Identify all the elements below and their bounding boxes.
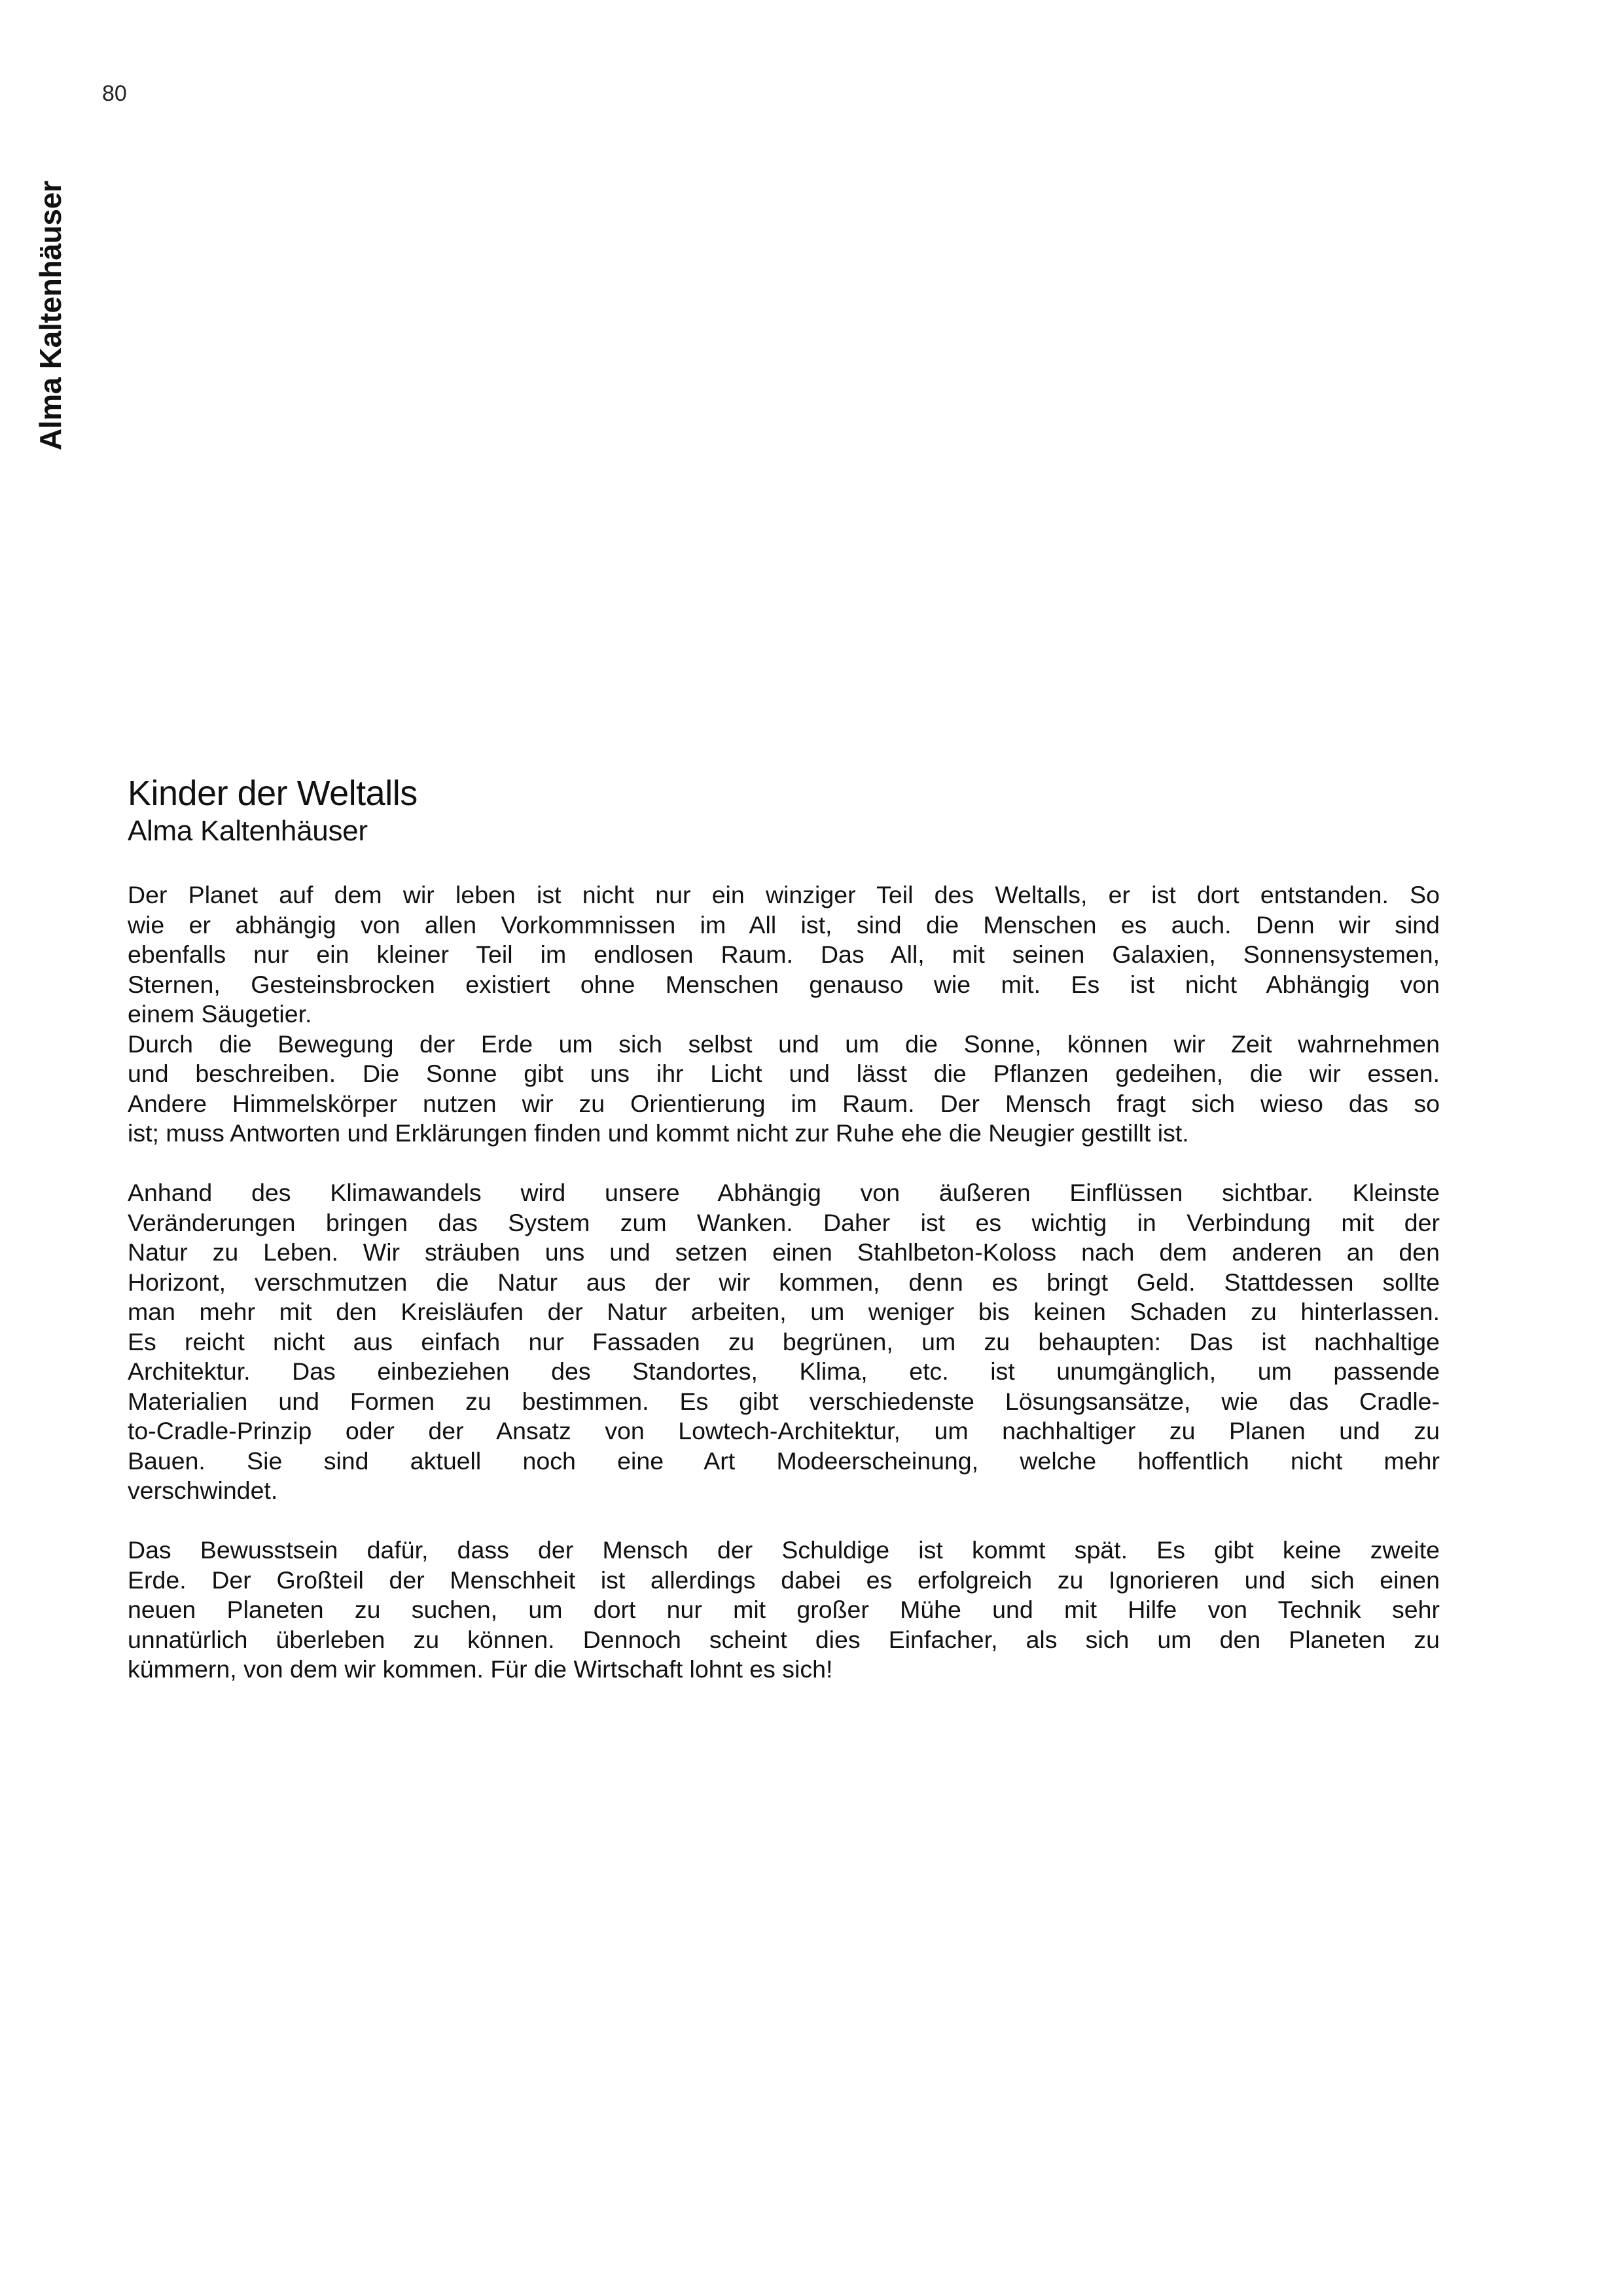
text-line: Veränderungen bringen das System zum Wanken. Daher ist es wichtig in Verbindung mit der: [128, 1208, 1440, 1236]
text-line: to-Cradle-Prinzip oder der Ansatz von Lowtech-Architektur, um nachhaltiger zu Planen und zu: [128, 1417, 1440, 1444]
text-line: und beschreiben. Die Sonne gibt uns ihr Licht und lässt die Pflanzen gedeihen, die wir essen.: [128, 1060, 1440, 1087]
text-line: Natur zu Leben. Wir sträuben uns und setzen einen Stahlbeton-Koloss nach dem anderen an den: [128, 1238, 1440, 1266]
text-line: ebenfalls nur ein kleiner Teil im endlosen Raum. Das All, mit seinen Galaxien, Sonnensystemen,: [128, 941, 1440, 968]
text-line: verschwindet.: [128, 1477, 278, 1504]
text-line: Durch die Bewegung der Erde um sich selbst und um die Sonne, können wir Zeit wahrnehmen: [128, 1030, 1440, 1058]
paragraph-1: [128, 880, 1440, 1149]
text-line: Andere Himmelskörper nutzen wir zu Orientierung im Raum. Der Mensch fragt sich wieso das so: [128, 1089, 1440, 1117]
paragraph-3: [128, 1535, 1440, 1685]
text-line: Architektur. Das einbeziehen des Standortes, Klima, etc. ist unumgänglich, um passende: [128, 1357, 1440, 1385]
text-line: kümmern, von dem wir kommen. Für die Wirtschaft lohnt es sich!: [128, 1655, 833, 1683]
text-line: Sternen, Gesteinsbrocken existiert ohne Menschen genauso wie mit. Es ist nicht Abhängig von: [128, 970, 1440, 998]
text-line: Das Bewusstsein dafür, dass der Mensch der Schuldige ist kommt spät. Es gibt keine zweite: [128, 1536, 1440, 1564]
text-line: Der Planet auf dem wir leben ist nicht nur ein winziger Teil des Weltalls, er ist dort entstanden. So: [128, 881, 1440, 908]
text-line: Es reicht nicht aus einfach nur Fassaden zu begrünen, um zu behaupten: Das ist nachhaltige: [128, 1327, 1440, 1355]
text-line: ist; muss Antworten und Erklärungen finden und kommt nicht zur Ruhe ehe die Neugier gestillt ist.: [128, 1119, 1189, 1147]
text-line: neuen Planeten zu suchen, um dort nur mit großer Mühe und mit Hilfe von Technik sehr: [128, 1596, 1440, 1623]
text-line: man mehr mit den Kreisläufen der Natur arbeiten, um weniger bis keinen Schaden zu hinterlassen.: [128, 1298, 1440, 1325]
paragraph-2: [128, 1178, 1440, 1506]
text-line: Erde. Der Großteil der Menschheit ist allerdings dabei es erfolgreich zu Ignorieren und sich einen: [128, 1566, 1440, 1594]
text-line: Anhand des Klimawandels wird unsere Abhängig von äußeren Einflüssen sichtbar. Kleinste: [128, 1179, 1440, 1206]
paragraph-spacer: [128, 1149, 1440, 1179]
article-body: [128, 880, 1440, 1685]
paragraph-spacer: [128, 1506, 1440, 1536]
text-line: Bauen. Sie sind aktuell noch eine Art Modeerscheinung, welche hoffentlich nicht mehr: [128, 1446, 1440, 1475]
text-line: Horizont, verschmutzen die Natur aus der wir kommen, denn es bringt Geld. Stattdessen sollte: [128, 1268, 1440, 1296]
text-line: wie er abhängig von allen Vorkommnissen im All ist, sind die Menschen es auch. Denn wir sind: [128, 910, 1440, 939]
side-author-label: Alma Kaltenhäuser: [33, 181, 67, 450]
article-title: Kinder der Weltalls: [128, 774, 418, 813]
text-line: einem Säugetier.: [128, 1000, 312, 1028]
page-number: 80: [102, 81, 127, 106]
article-author: Alma Kaltenhäuser: [128, 815, 368, 847]
text-line: unnatürlich überleben zu können. Dennoch scheint dies Einfacher, als sich um den Planeten zu: [128, 1625, 1440, 1653]
article: [128, 776, 1440, 1685]
text-line: Materialien und Formen zu bestimmen. Es gibt verschiedenste Lösungsansätze, wie das Cradle-: [128, 1387, 1440, 1415]
